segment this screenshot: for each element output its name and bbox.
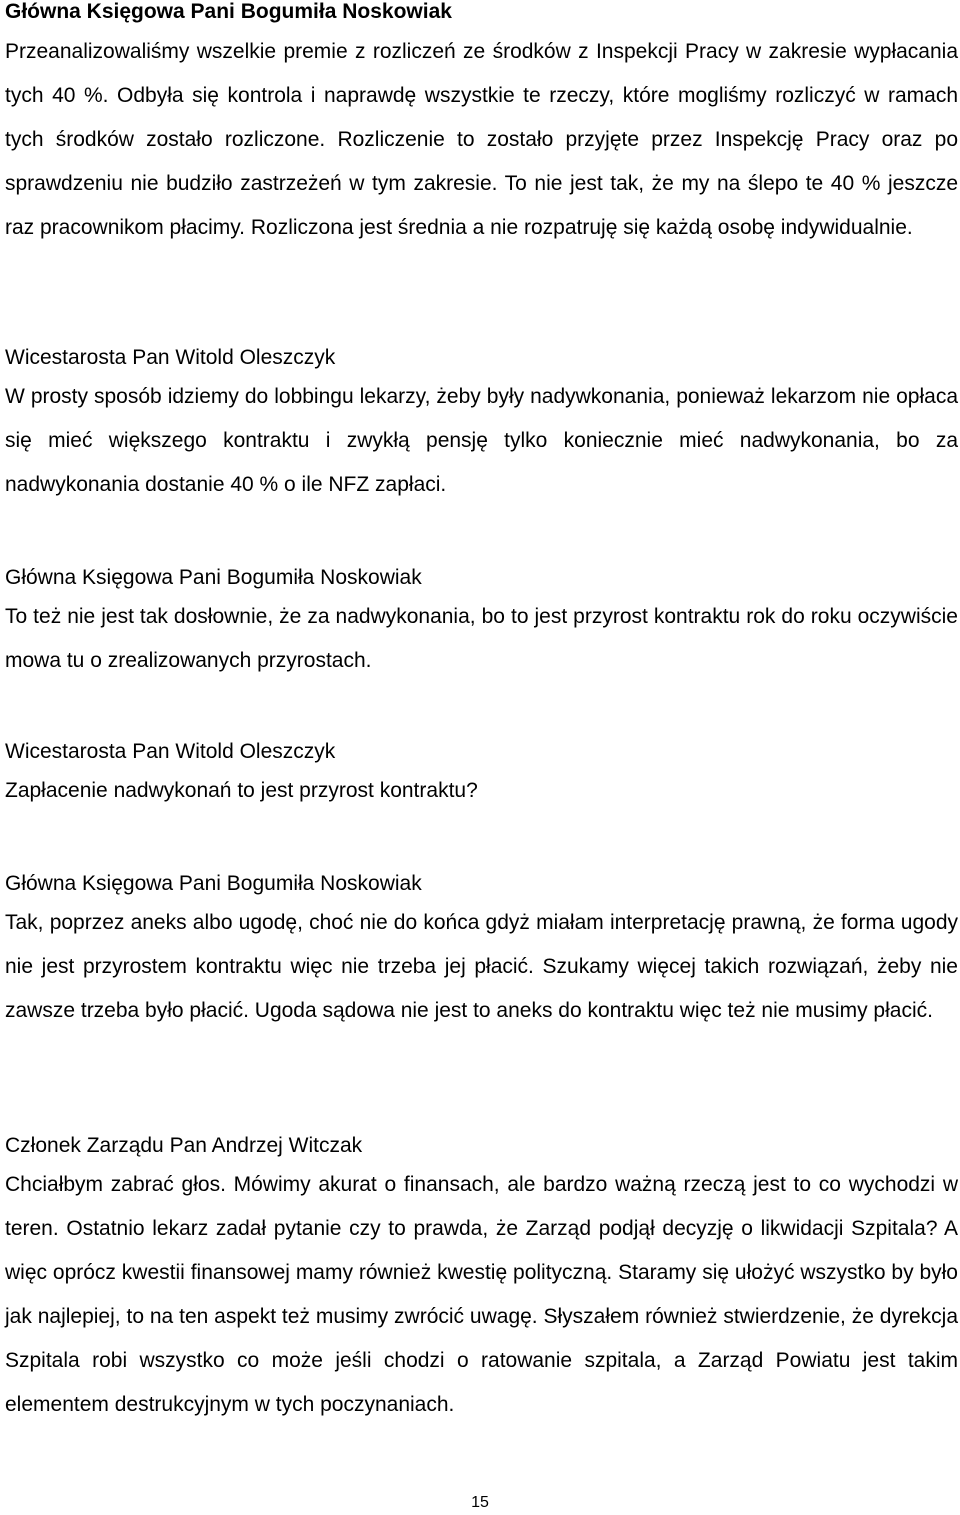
statement-3 [5,566,958,683]
statement-4 [5,740,958,813]
speaker-name: Członek Zarządu Pan Andrzej Witczak [5,1134,363,1157]
speaker-name: Wicestarosta Pan Witold Oleszczyk [5,740,336,763]
statement-5 [5,872,958,1033]
statement-text: Tak, poprzez aneks albo ugodę, choć nie do końca gdyż miałam interpretację prawną, że forma ugody nie jest przyrostem kontraktu więc nie trzeba jej płacić. Szukamy więcej takich rozwiązań, żeby nie zawsze trzeba było płacić. Ugoda sądowa nie jest to aneks do kontraktu więc też nie musimy płacić. [5,911,958,1022]
statement-text: Zapłacenie nadwykonań to jest przyrost kontraktu? [5,779,478,802]
speaker-name: Główna Księgowa Pani Bogumiła Noskowiak [5,566,422,589]
speaker-name: Wicestarosta Pan Witold Oleszczyk [5,346,336,369]
statement-text: Przeanalizowaliśmy wszelkie premie z rozliczeń ze środków z Inspekcji Pracy w zakresie wypłacania tych 40 %. Odbyła się kontrola i naprawdę wszystkie te rzeczy, które mogliśmy rozliczyć w ramach tych środków zostało rozliczone. Rozliczenie to zostało przyjęte przez Inspekcję Pracy oraz po sprawdzeniu nie budziło zastrzeżeń w tym zakresie. To nie jest tak, że my na ślepo te 40 % jeszcze raz pracownikom płacimy. Rozliczona jest średnia a nie rozpatruję się każdą osobę indywidualnie. [5,40,958,239]
statement-6 [5,1134,958,1427]
speaker-name: Główna Księgowa Pani Bogumiła Noskowiak [5,0,452,23]
statement-2 [5,346,958,507]
statement-text: Chciałbym zabrać głos. Mówimy akurat o finansach, ale bardzo ważną rzeczą jest to co wychodzi w teren. Ostatnio lekarz zadał pytanie czy to prawda, że Zarząd podjął decyzję o likwidacji Szpitala? A więc oprócz kwestii finansowej mamy również kwestię polityczną. Staramy się ułożyć wszystko by było jak najlepiej, to na ten aspekt też musimy zwrócić uwagę. Słyszałem również stwierdzenie, że dyrekcja Szpitala robi wszystko co może jeśli chodzi o ratowanie szpitala, a Zarząd Powiatu jest takim elementem destrukcyjnym w tych poczynaniach. [5,1173,958,1416]
statement-1 [5,0,958,250]
statement-text: W prosty sposób idziemy do lobbingu lekarzy, żeby były nadywkonania, ponieważ lekarzom nie opłaca się mieć większego kontraktu i zwykłą pensję tylko koniecznie mieć nadwykonania, bo za nadwykonania dostanie 40 % o ile NFZ zapłaci. [5,385,958,496]
statement-text: To też nie jest tak dosłownie, że za nadwykonania, bo to jest przyrost kontraktu rok do roku oczywiście mowa tu o zrealizowanych przyrostach. [5,605,958,672]
speaker-name: Główna Księgowa Pani Bogumiła Noskowiak [5,872,422,895]
page-number: 15 [471,1494,489,1511]
